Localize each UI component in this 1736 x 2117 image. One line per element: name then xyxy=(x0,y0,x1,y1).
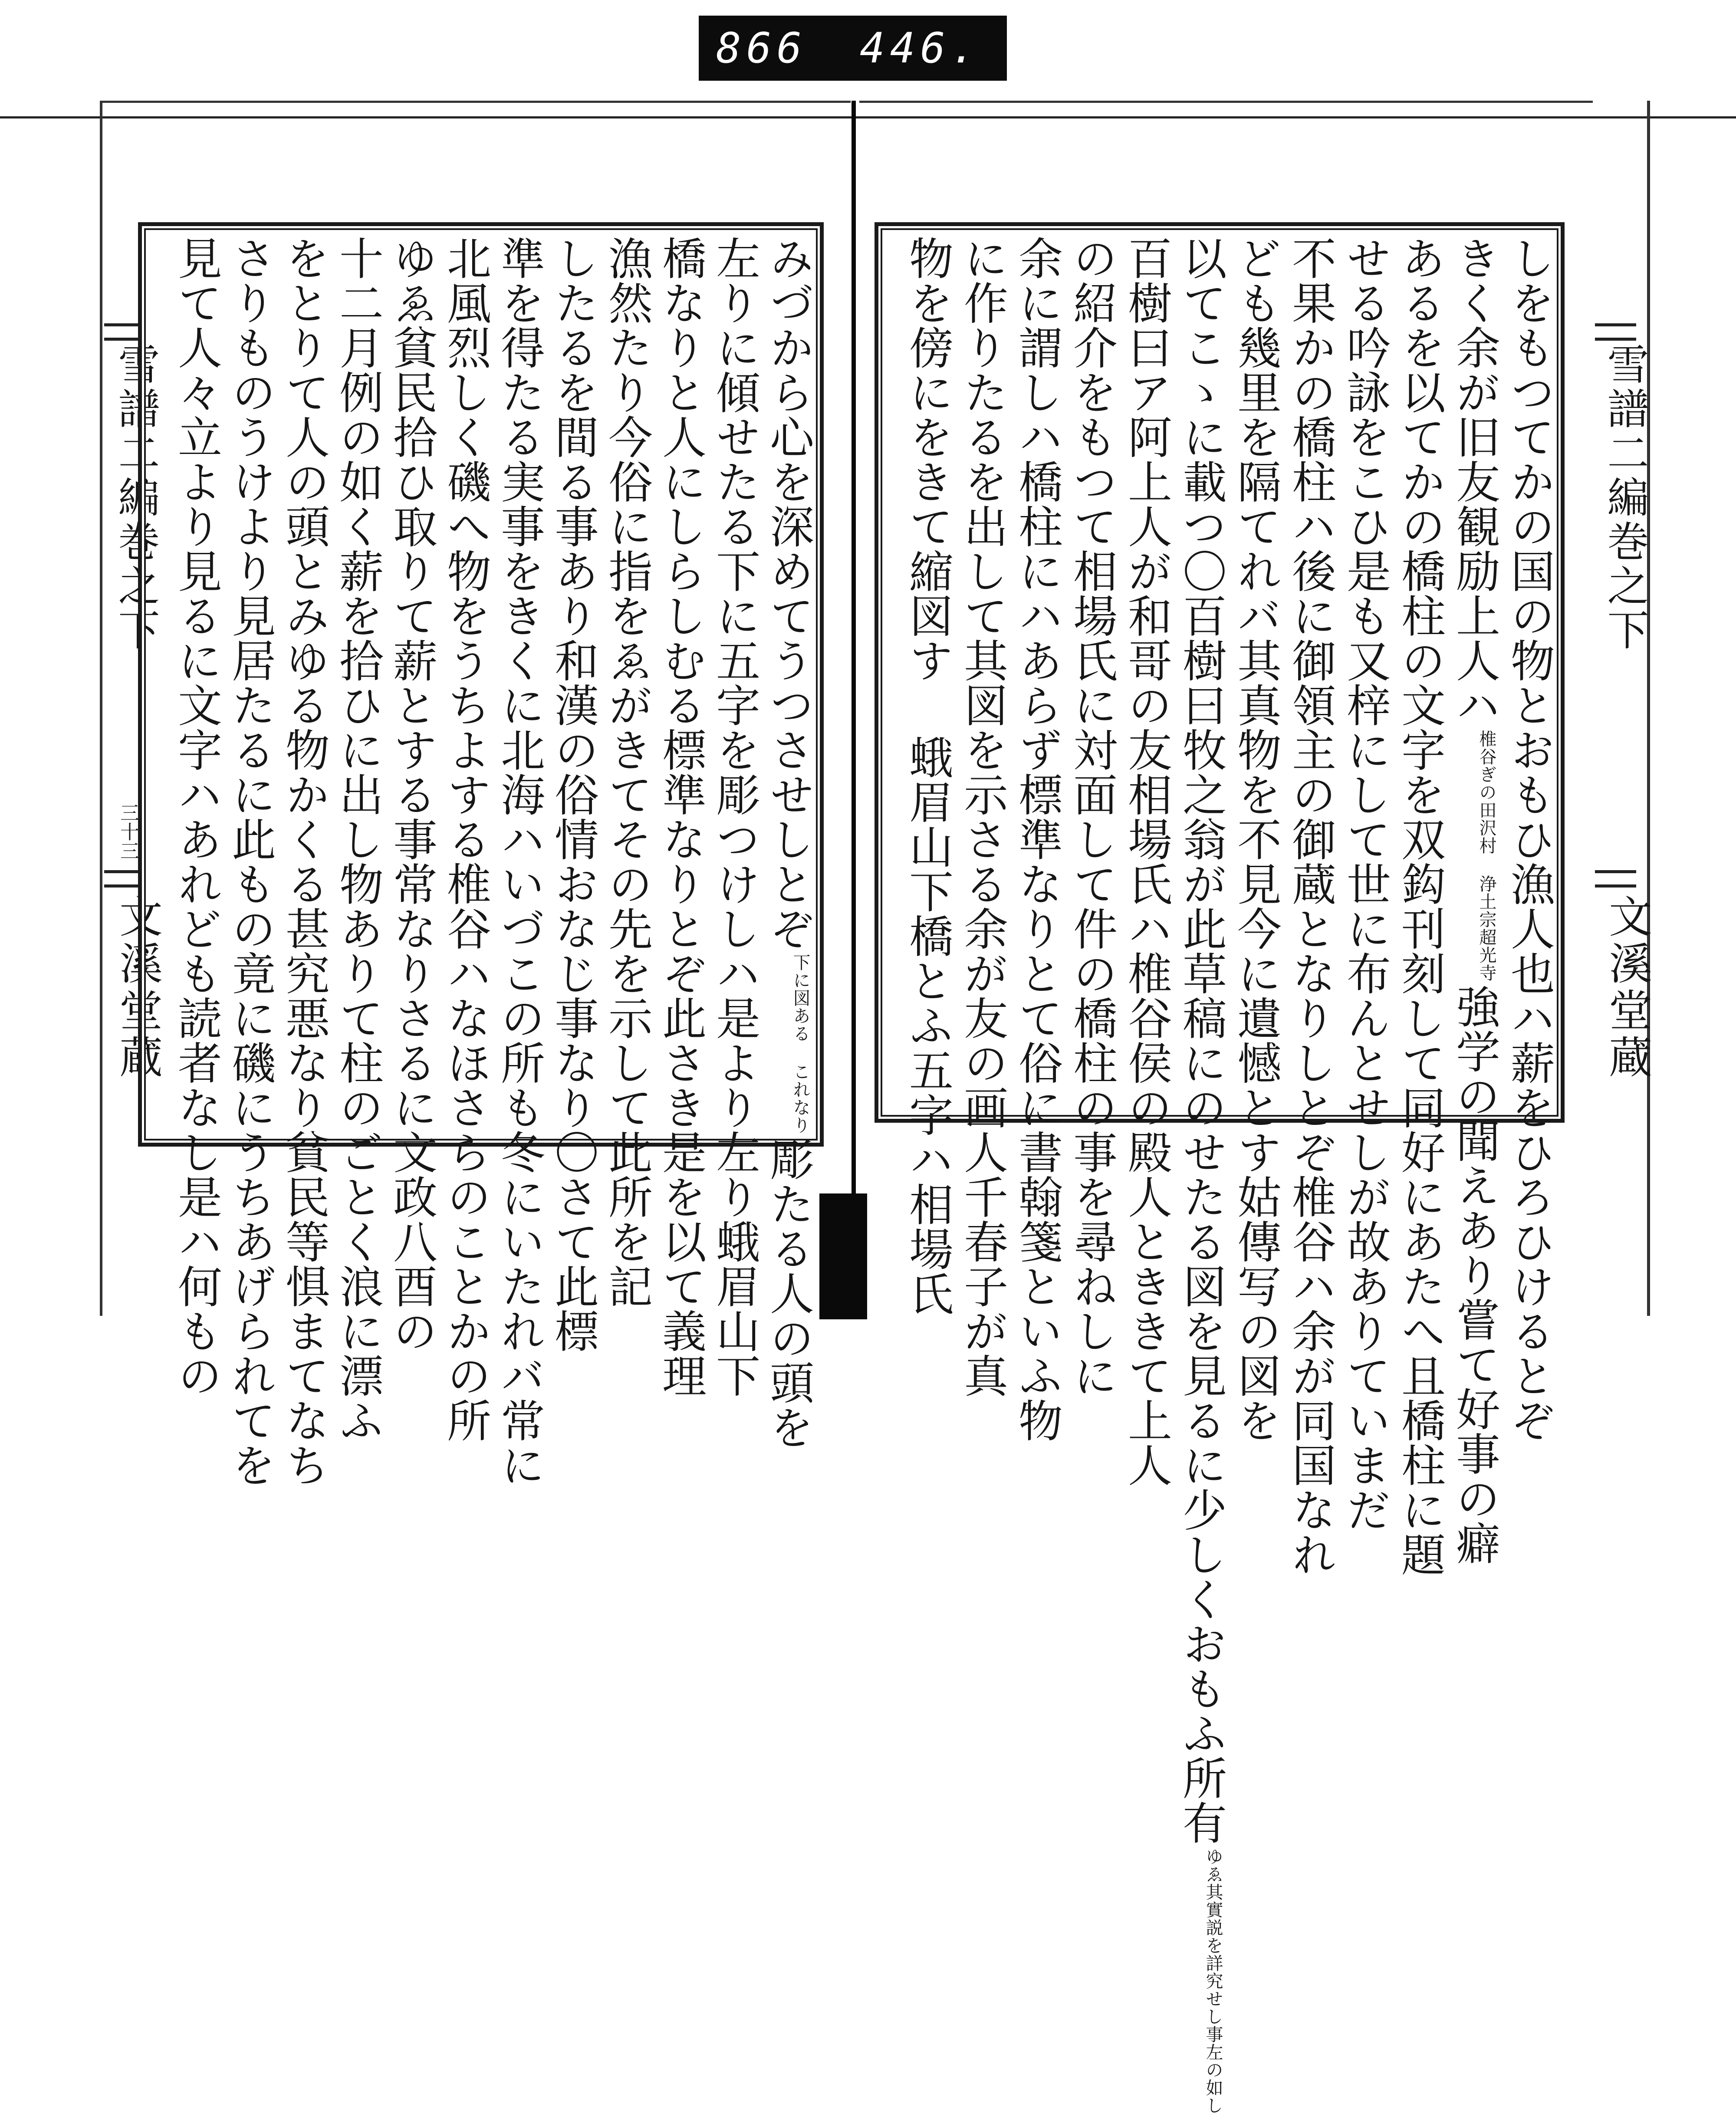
right-col-1: しをもつてかの国の物とおもひ漁人也ハ薪をひろひけるとぞ xyxy=(1503,236,1555,1443)
left-col-9: 十二月例の如く薪を拾ひに出し物ありて柱のごとく浪に漂ふ xyxy=(332,236,384,1443)
left-col-12: 見て人々立より見るに文字ハあれども読者なし是ハ何もの xyxy=(171,236,222,1398)
catalog-number-b: 446. xyxy=(859,24,981,72)
right-col-9: の紹介をもつて相場氏に対面して件の橋柱の事を尋ねしに xyxy=(1066,236,1118,1398)
left-margin-publisher: 文溪堂蔵 xyxy=(112,894,163,1082)
left-margin-page-number: 三十三 xyxy=(117,803,139,860)
right-margin-divider-top xyxy=(1595,323,1636,341)
catalog-number-a: 866 xyxy=(716,24,807,72)
right-col-6: ども幾里を隔てれバ其真物を不見今に遺憾とす姑傳写の図を xyxy=(1230,236,1282,1443)
left-col-5: したるを間る事あり和漢の俗情おなじ事なり〇さて此標 xyxy=(547,236,599,1353)
left-col-4: 漁然たり今俗に指をゑがきてその先を示して此所を記 xyxy=(601,236,653,1308)
right-margin-divider-bottom xyxy=(1595,870,1636,888)
left-col-6: 準を得たる実事をきくに北海ハいづこの所も冬にいたれバ常に xyxy=(493,236,545,1487)
right-col-3: あるを以てかの橋柱の文字を双鈎刊刻して同好にあたへ且橋柱に題 xyxy=(1394,236,1446,1577)
left-col-8: ゆゑ貧民拾ひ取りて薪とする事常なりさるに文政八酉の xyxy=(386,236,437,1353)
left-col-1: みづから心を深めてうつさせしとぞ下に図ある これなり彫たる人の頭を xyxy=(763,236,814,1450)
right-col-7-note: ゆゑ其實説を詳究せし事左の如し xyxy=(1203,1847,1223,2114)
left-col-2: 左りに傾せたる下に五字を彫つけしハ是より左り蛾眉山下 xyxy=(709,236,760,1398)
right-col-7: 以てこゝに載つ〇百樹曰牧之翁が此草稿にのせたる図を見るに少しくおもふ所有ゆゑ其實説を詳究せし事左の如し xyxy=(1175,236,1227,2114)
left-margin-divider-top xyxy=(104,323,143,341)
left-margin-title: 雪譜二編巻之下 xyxy=(112,343,160,653)
right-page-columns xyxy=(891,236,1555,2114)
left-page-text-frame xyxy=(138,222,824,1487)
right-margin-title: 雪譜二編巻之下 xyxy=(1601,343,1649,653)
left-col-10: をとりて人の頭とみゆる物かくる甚究悪なり貧民等惧まてなち xyxy=(278,236,330,1487)
right-col-4: せる吟詠をこひ是も又梓にして世に布んとせしが故ありていまだ xyxy=(1339,236,1391,1532)
right-col-5: 不果かの橋柱ハ後に御領主の御蔵となりしとぞ椎谷ハ余が同国なれ xyxy=(1285,236,1336,1577)
right-col-12: 物を傍にをきて縮図す 蛾眉山下橋とふ五字ハ相場氏 xyxy=(902,236,953,1316)
left-margin-divider-bottom xyxy=(104,870,143,888)
spine-binding-block xyxy=(819,1193,867,1319)
spine-line xyxy=(852,101,856,1212)
left-col-7: 北風烈しく磯へ物をうちよする椎谷ハなほさらのことかの所 xyxy=(440,236,491,1443)
right-margin-publisher: 文溪堂蔵 xyxy=(1601,894,1652,1082)
catalog-number-label xyxy=(699,16,1007,81)
left-page-columns xyxy=(159,236,814,1487)
left-page-top-edge xyxy=(100,101,851,103)
right-page-top-edge xyxy=(859,101,1593,103)
right-col-2-note: 椎谷ぎの田沢村 浄土宗超光寺 xyxy=(1476,730,1496,982)
left-col-1-note: 下に図ある これなり xyxy=(790,953,810,1134)
left-col-3: 橋なりと人にしらしむる標準なりとぞ此さき是を以て義理 xyxy=(655,236,707,1398)
right-page-text-frame xyxy=(875,222,1565,2114)
right-col-8: 百樹曰ア阿上人が和哥の友相場氏ハ椎谷侯の殿人とききて上人 xyxy=(1121,236,1172,1487)
right-col-2: きく余が旧友観励上人ハ椎谷ぎの田沢村 浄土宗超光寺強学の聞えあり嘗て好事の癖 xyxy=(1449,236,1500,1565)
left-page-edge xyxy=(100,101,102,1316)
left-col-11: さりものうけより見居たるに此もの竟に磯にうちあげられてを xyxy=(224,236,276,1487)
right-col-10: 余に謂しハ橋柱にハあらず標準なりとて俗に書翰箋といふ物 xyxy=(1011,236,1063,1443)
right-page-edge xyxy=(1647,101,1650,1316)
top-rule xyxy=(0,116,1736,118)
right-col-11: に作りたるを出して其図を示さる余が友の画人千春子が真 xyxy=(957,236,1008,1398)
